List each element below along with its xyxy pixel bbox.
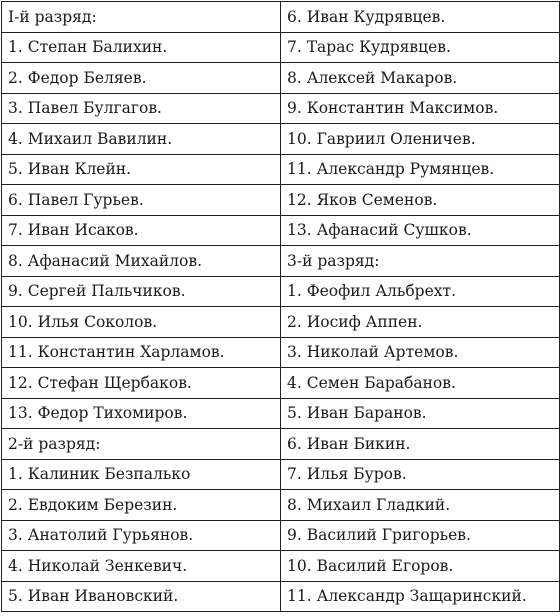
- table-cell: 11. Константин Харламов.: [2, 337, 281, 368]
- table-cell: 11. Александр Защаринский.: [281, 581, 560, 612]
- table-row: [2, 429, 560, 460]
- table-cell: 1. Калиник Безпалько: [2, 459, 281, 490]
- table-row: [2, 337, 560, 368]
- table-cell: 4. Михаил Вавилин.: [2, 124, 281, 155]
- table-cell: 11. Александр Румянцев.: [281, 154, 560, 185]
- table-cell: 2. Евдоким Березин.: [2, 490, 281, 521]
- table-row: [2, 63, 560, 94]
- table-row: [2, 520, 560, 551]
- table-cell: 2. Иосиф Аппен.: [281, 307, 560, 338]
- table-cell: 6. Павел Гурьев.: [2, 185, 281, 216]
- table-row: [2, 32, 560, 63]
- roster-table-body: [2, 2, 560, 612]
- table-row: [2, 154, 560, 185]
- table-cell: 2. Федор Беляев.: [2, 63, 281, 94]
- table-cell: 13. Федор Тихомиров.: [2, 398, 281, 429]
- table-row: [2, 490, 560, 521]
- table-cell: 5. Иван Баранов.: [281, 398, 560, 429]
- table-cell: 10. Василий Егоров.: [281, 551, 560, 582]
- table-cell: 8. Алексей Макаров.: [281, 63, 560, 94]
- table-cell: 12. Стефан Щербаков.: [2, 368, 281, 399]
- table-cell: 7. Иван Исаков.: [2, 215, 281, 246]
- table-cell: 7. Тарас Кудрявцев.: [281, 32, 560, 63]
- table-row: [2, 124, 560, 155]
- table-cell: 3. Павел Булгагов.: [2, 93, 281, 124]
- table-cell: 6. Иван Кудрявцев.: [281, 2, 560, 33]
- table-row: [2, 185, 560, 216]
- table-cell: 8. Афанасий Михайлов.: [2, 246, 281, 277]
- table-cell: 1. Феофил Альбрехт.: [281, 276, 560, 307]
- table-cell: 3. Анатолий Гурьянов.: [2, 520, 281, 551]
- table-cell: 7. Илья Буров.: [281, 459, 560, 490]
- table-row: [2, 459, 560, 490]
- table-cell: 4. Семен Барабанов.: [281, 368, 560, 399]
- table-cell: 9. Василий Григорьев.: [281, 520, 560, 551]
- table-row: [2, 276, 560, 307]
- table-cell: 9. Константин Максимов.: [281, 93, 560, 124]
- table-row: [2, 368, 560, 399]
- table-cell: 9. Сергей Пальчиков.: [2, 276, 281, 307]
- table-cell: 13. Афанасий Сушков.: [281, 215, 560, 246]
- table-cell: 10. Гавриил Оленичев.: [281, 124, 560, 155]
- table-row: [2, 551, 560, 582]
- table-row: [2, 215, 560, 246]
- table-cell: 8. Михаил Гладкий.: [281, 490, 560, 521]
- table-cell: 2-й разряд:: [2, 429, 281, 460]
- table-row: [2, 2, 560, 33]
- table-cell: 12. Яков Семенов.: [281, 185, 560, 216]
- roster-table: [1, 1, 560, 612]
- table-row: [2, 93, 560, 124]
- table-cell: 5. Иван Клейн.: [2, 154, 281, 185]
- table-row: [2, 398, 560, 429]
- table-row: [2, 581, 560, 612]
- table-cell: 10. Илья Соколов.: [2, 307, 281, 338]
- table-cell: 6. Иван Бикин.: [281, 429, 560, 460]
- table-cell: 3. Николай Артемов.: [281, 337, 560, 368]
- table-cell: 5. Иван Ивановский.: [2, 581, 281, 612]
- table-cell: 1. Степан Балихин.: [2, 32, 281, 63]
- table-row: [2, 307, 560, 338]
- table-cell: 3-й разряд:: [281, 246, 560, 277]
- table-cell: I-й разряд:: [2, 2, 281, 33]
- table-row: [2, 246, 560, 277]
- table-cell: 4. Николай Зенкевич.: [2, 551, 281, 582]
